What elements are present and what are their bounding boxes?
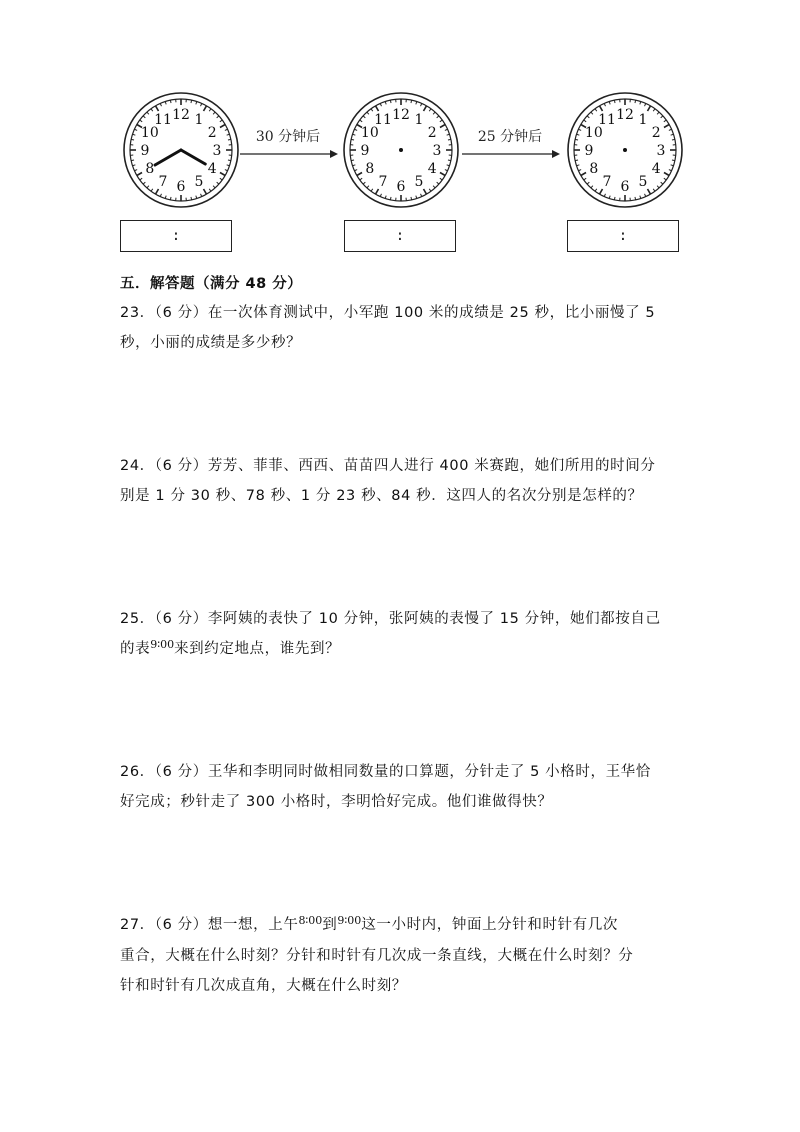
clock-tick bbox=[421, 103, 422, 106]
question-line: 23．（6 分）在一次体育测试中，小军跑 100 米的成绩是 25 秒，比小丽慢了 5 bbox=[120, 305, 656, 321]
clock-tick bbox=[669, 129, 672, 130]
clock-tick bbox=[411, 197, 412, 200]
clock-number: 7 bbox=[158, 174, 168, 191]
clock-tick bbox=[635, 197, 636, 200]
clock-tick bbox=[371, 109, 373, 111]
clock-tick bbox=[225, 129, 228, 130]
clock-tick bbox=[131, 160, 134, 161]
time-answer-box-1[interactable]: : bbox=[120, 220, 232, 252]
clock-tick bbox=[424, 106, 427, 111]
clock-tick bbox=[220, 125, 225, 128]
clock-tick bbox=[437, 182, 439, 184]
clock-tick bbox=[170, 197, 171, 200]
clock-row bbox=[0, 90, 800, 260]
arrow-icon bbox=[238, 146, 338, 162]
clock-tick bbox=[429, 189, 431, 191]
question-text: 这一小时内，钟面上分针和时针有几次 bbox=[361, 917, 618, 933]
clock-tick bbox=[604, 103, 605, 106]
time-expression: 8∶00 bbox=[298, 914, 323, 927]
clock-tick bbox=[352, 134, 355, 135]
clock-tick bbox=[576, 134, 579, 135]
clock-tick bbox=[170, 100, 171, 103]
clock-tick bbox=[209, 189, 211, 191]
clock-tick bbox=[360, 120, 362, 122]
clock-number: 2 bbox=[427, 125, 437, 141]
clock-tick bbox=[147, 186, 149, 188]
clock-tick bbox=[448, 139, 451, 140]
clock-tick bbox=[448, 160, 451, 161]
clock-tick bbox=[672, 139, 675, 140]
clock-tick bbox=[191, 197, 192, 200]
clock-tick bbox=[220, 120, 222, 122]
arrow-2 bbox=[460, 126, 560, 166]
question-27 bbox=[120, 910, 690, 1001]
clock-tick bbox=[209, 109, 211, 111]
clock-number: 3 bbox=[656, 143, 666, 159]
clock-tick bbox=[429, 109, 431, 111]
clock-number: 12 bbox=[392, 107, 410, 123]
clock-tick bbox=[575, 160, 578, 161]
clock-tick bbox=[433, 186, 435, 188]
clock-tick bbox=[204, 189, 207, 194]
clock-tick bbox=[447, 165, 450, 166]
clock-tick bbox=[421, 194, 422, 197]
clock-number: 6 bbox=[396, 179, 406, 195]
clock-tick bbox=[380, 194, 381, 197]
clock-tick bbox=[196, 101, 197, 104]
question-line: 秒，小丽的成绩是多少秒？ bbox=[120, 335, 302, 351]
clock-tick bbox=[600, 106, 603, 111]
clock-tick bbox=[217, 182, 219, 184]
clock-tick bbox=[664, 125, 669, 128]
question-line bbox=[120, 910, 690, 941]
clock-tick bbox=[351, 160, 354, 161]
clock-tick bbox=[351, 139, 354, 140]
question-line: 别是 1 分 30 秒、78 秒、1 分 23 秒、84 秒．这四人的名次分别是怎样的？ bbox=[120, 488, 643, 504]
clock-number: 2 bbox=[651, 125, 661, 141]
clock-number: 1 bbox=[638, 111, 648, 128]
clock-number: 9 bbox=[360, 143, 370, 159]
clock-tick bbox=[645, 194, 646, 197]
clock-number: 5 bbox=[414, 174, 424, 191]
clock-tick bbox=[440, 173, 445, 176]
clock-tick bbox=[645, 103, 646, 106]
clock-tick bbox=[609, 101, 610, 104]
clock-number: 9 bbox=[140, 143, 150, 159]
clock-tick bbox=[635, 100, 636, 103]
time-expression: 9∶00 bbox=[150, 638, 175, 651]
clock-tick bbox=[657, 112, 659, 114]
question-25 bbox=[120, 604, 690, 665]
section-title: 五．解答题（满分 48 分） bbox=[120, 276, 303, 292]
clock-number: 6 bbox=[176, 179, 186, 195]
clock-tick bbox=[614, 197, 615, 200]
clock-tick bbox=[664, 178, 666, 180]
clock-center-dot bbox=[399, 148, 403, 152]
question-line: 重合，大概在什么时刻？分针和时针有几次成一条直线，大概在什么时刻？分 bbox=[120, 948, 634, 964]
clock-number: 10 bbox=[584, 125, 603, 141]
clock-tick bbox=[604, 194, 605, 197]
clock-tick bbox=[134, 170, 137, 171]
clock-tick bbox=[352, 165, 355, 166]
question-line: 26．（6 分）王华和李明同时做相同数量的口算题，分针走了 5 小格时，王华恰 bbox=[120, 764, 651, 780]
clock-tick bbox=[143, 116, 145, 118]
clock-number: 4 bbox=[427, 161, 437, 177]
arrow-icon bbox=[460, 146, 560, 162]
question-26 bbox=[120, 757, 690, 817]
clock-tick bbox=[217, 116, 219, 118]
clock-tick bbox=[584, 178, 586, 180]
clock-tick bbox=[424, 189, 427, 194]
clock-tick bbox=[196, 196, 197, 199]
clock-tick bbox=[204, 106, 207, 111]
clock-number: 7 bbox=[378, 174, 388, 191]
arrow-1 bbox=[238, 126, 338, 166]
clock-tick bbox=[225, 170, 228, 171]
clock-tick bbox=[657, 186, 659, 188]
clock-tick bbox=[591, 186, 593, 188]
clock-tick bbox=[143, 182, 145, 184]
clock-number: 12 bbox=[172, 107, 190, 123]
clock-number: 4 bbox=[651, 161, 661, 177]
clock-tick bbox=[614, 100, 615, 103]
clock-tick bbox=[661, 116, 663, 118]
clock-tick bbox=[578, 129, 581, 130]
question-23 bbox=[120, 298, 690, 358]
clock-tick bbox=[367, 186, 369, 188]
clock-tick bbox=[672, 160, 675, 161]
clock-tick bbox=[445, 129, 448, 130]
clock-tick bbox=[151, 109, 153, 111]
clock-tick bbox=[363, 116, 365, 118]
clock-tick bbox=[671, 134, 674, 135]
clock-tick bbox=[575, 139, 578, 140]
time-expression: 9∶00 bbox=[337, 914, 362, 927]
clock-tick bbox=[228, 139, 231, 140]
clock-tick bbox=[437, 116, 439, 118]
clock-tick bbox=[416, 101, 417, 104]
clock-tick bbox=[201, 103, 202, 106]
clock-tick bbox=[640, 196, 641, 199]
clock-tick bbox=[213, 112, 215, 114]
clock-number: 1 bbox=[194, 111, 204, 128]
clock-number: 7 bbox=[602, 174, 612, 191]
clock-number: 1 bbox=[414, 111, 424, 128]
clock-number: 5 bbox=[638, 174, 648, 191]
clock-tick bbox=[664, 173, 669, 176]
clock-tick bbox=[411, 100, 412, 103]
clock-tick bbox=[363, 182, 365, 184]
clock-tick bbox=[132, 134, 135, 135]
clock-tick bbox=[661, 182, 663, 184]
question-line: 25．（6 分）李阿姨的表快了 10 分钟，张阿姨的表慢了 15 分钟，她们都按自己 bbox=[120, 611, 661, 627]
clock-tick bbox=[140, 120, 142, 122]
clock-tick bbox=[390, 100, 391, 103]
clock-tick bbox=[201, 194, 202, 197]
clock-tick bbox=[228, 160, 231, 161]
clock-tick bbox=[576, 165, 579, 166]
clock-number: 11 bbox=[598, 111, 616, 128]
clock-tick bbox=[648, 106, 651, 111]
clock-2 bbox=[336, 90, 466, 220]
clock-tick bbox=[376, 106, 379, 111]
clock-tick bbox=[160, 103, 161, 106]
clock-tick bbox=[669, 170, 672, 171]
clock-tick bbox=[371, 189, 373, 191]
clock-tick bbox=[165, 101, 166, 104]
clock-tick bbox=[220, 178, 222, 180]
clock-number: 11 bbox=[374, 111, 392, 128]
clock-number: 3 bbox=[212, 143, 222, 159]
clock-tick bbox=[671, 165, 674, 166]
question-line: 好完成；秒针走了 300 小格时，李明恰好完成。他们谁做得快？ bbox=[120, 794, 553, 810]
clock-tick bbox=[165, 196, 166, 199]
question-line: 针和时针有几次成直角，大概在什么时刻？ bbox=[120, 978, 407, 994]
clock-tick bbox=[653, 109, 655, 111]
clock-tick bbox=[213, 186, 215, 188]
clock-number: 8 bbox=[145, 161, 155, 177]
clock-tick bbox=[385, 101, 386, 104]
clock-tick bbox=[385, 196, 386, 199]
time-answer-box-3[interactable]: : bbox=[567, 220, 679, 252]
clock-tick bbox=[137, 173, 142, 176]
clock-tick bbox=[354, 129, 357, 130]
clock-number: 10 bbox=[360, 125, 379, 141]
clock-tick bbox=[390, 197, 391, 200]
clock-number: 8 bbox=[365, 161, 375, 177]
clock-tick bbox=[227, 165, 230, 166]
hour-hand bbox=[181, 150, 205, 164]
clock-number: 11 bbox=[154, 111, 172, 128]
minute-hand bbox=[155, 150, 181, 165]
arrow-label-1: 30 分钟后 bbox=[255, 129, 321, 145]
question-text: 到 bbox=[322, 917, 338, 933]
clock-tick bbox=[147, 112, 149, 114]
clock-tick bbox=[581, 173, 586, 176]
clock-tick bbox=[440, 125, 445, 128]
arrow-label-2: 25 分钟后 bbox=[477, 129, 543, 145]
question-line: 24．（6 分）芳芳、菲菲、西西、苗苗四人进行 400 米赛跑，她们所用的时间分 bbox=[120, 458, 656, 474]
clock-tick bbox=[584, 120, 586, 122]
clock-number: 9 bbox=[584, 143, 594, 159]
clock-number: 6 bbox=[620, 179, 630, 195]
clock-number: 3 bbox=[432, 143, 442, 159]
clock-tick bbox=[360, 178, 362, 180]
clock-tick bbox=[227, 134, 230, 135]
clock-tick bbox=[591, 112, 593, 114]
clock-tick bbox=[140, 178, 142, 180]
clock-tick bbox=[160, 194, 161, 197]
clock-tick bbox=[447, 134, 450, 135]
clock-number: 10 bbox=[140, 125, 159, 141]
clock-tick bbox=[191, 100, 192, 103]
clock-tick bbox=[367, 112, 369, 114]
clock-number: 4 bbox=[207, 161, 217, 177]
clock-tick bbox=[648, 189, 651, 194]
question-line bbox=[120, 634, 690, 665]
question-text: 来到约定地点，谁先到？ bbox=[174, 641, 341, 657]
clock-tick bbox=[220, 173, 225, 176]
clock-tick bbox=[578, 170, 581, 171]
time-answer-box-2[interactable]: : bbox=[344, 220, 456, 252]
clock-tick bbox=[134, 129, 137, 130]
clock-tick bbox=[587, 116, 589, 118]
clock-tick bbox=[357, 173, 362, 176]
clock-tick bbox=[440, 178, 442, 180]
clock-tick bbox=[132, 165, 135, 166]
clock-number: 5 bbox=[194, 174, 204, 191]
clock-tick bbox=[416, 196, 417, 199]
clock-tick bbox=[595, 109, 597, 111]
clock-tick bbox=[440, 120, 442, 122]
clock-tick bbox=[653, 189, 655, 191]
clock-tick bbox=[445, 170, 448, 171]
question-text: 的表 bbox=[120, 641, 151, 657]
clock-3 bbox=[560, 90, 690, 220]
clock-tick bbox=[151, 189, 153, 191]
clock-tick bbox=[664, 120, 666, 122]
clock-1 bbox=[116, 90, 246, 220]
clock-tick bbox=[380, 103, 381, 106]
clock-tick bbox=[433, 112, 435, 114]
clock-number: 8 bbox=[589, 161, 599, 177]
clock-tick bbox=[587, 182, 589, 184]
clock-number: 12 bbox=[616, 107, 634, 123]
clock-tick bbox=[640, 101, 641, 104]
question-text: 27．（6 分）想一想，上午 bbox=[120, 917, 299, 933]
clock-tick bbox=[354, 170, 357, 171]
clock-number: 2 bbox=[207, 125, 217, 141]
clock-center-dot bbox=[623, 148, 627, 152]
clock-tick bbox=[609, 196, 610, 199]
clock-tick bbox=[131, 139, 134, 140]
clock-tick bbox=[595, 189, 597, 191]
question-24 bbox=[120, 451, 690, 511]
clock-tick bbox=[156, 106, 159, 111]
